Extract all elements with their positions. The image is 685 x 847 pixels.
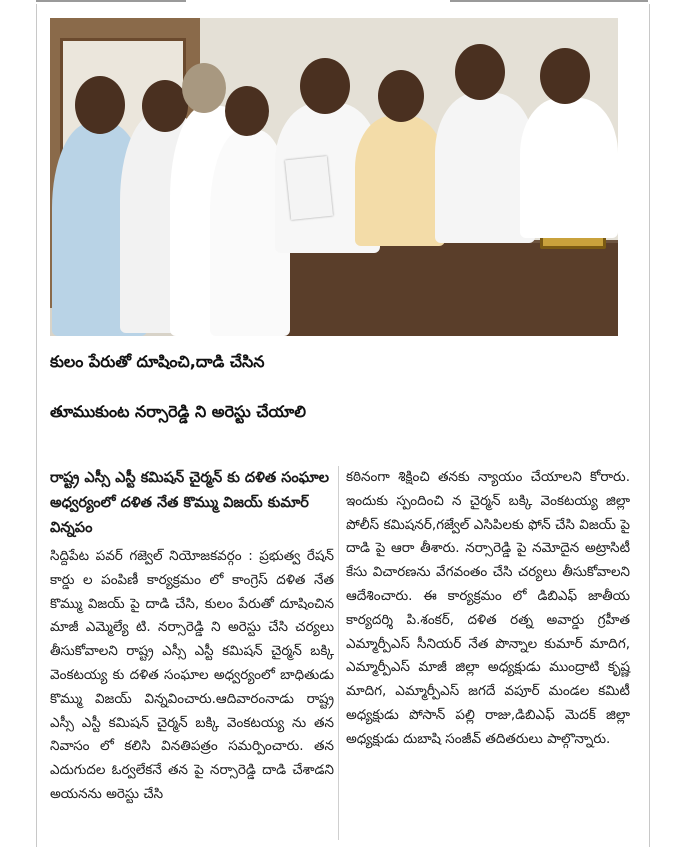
person-head — [225, 86, 269, 136]
article-body-right: కఠినంగా శిక్షించి తనకు న్యాయం చేయాలని కోరారు. ఇందుకు స్పందించి న చైర్మన్ బక్కి వెంకటయ్య జిల్లా పోలీస్ కమిషనర్,గజ్వేల్ ఎసిపిలకు ఫోన్ చేసి విజయ్ పై దాడి పై ఆరా తీశారు. నర్సారెడ్డి పై నమోదైన అట్రాసిటీ కేసు విచారణను వేగవంతం చేసి చర్యలు తీసుకోవాలని ఆదేశించారు. ఈ కార్యక్రమం లో డిబిఎఫ్ జాతీయ కార్యదర్శి పి.శంకర్, దళిత రత్న అవార్డు గ్రహీత ఎమ్మార్పీఎస్ సీనియర్ నేత పొన్నాల కుమార్ మాదిగ, ఎమ్మార్పీఎస్ మాజీ జిల్లా అధ్యక్షుడు ముంద్రాటి కృష్ణ మాదిగ, ఎమ్మార్పీఎస్ జగదే వపూర్ మండల కమిటీ అధ్యక్షుడు పోసాన్ పల్లి రాజు,డిబిఎఫ్ మెదక్ జిల్లా అధ్యక్షుడు దుబాషి సంజీవ్ తదితరులు పాల్గొన్నారు. — [346, 469, 630, 747]
person-figure — [355, 116, 445, 246]
headline-line-2: తూముకుంట నర్సారెడ్డి ని అరెస్టు చేయాలి — [50, 402, 306, 421]
sub-headline: రాష్ట్ర ఎస్సీ ఎస్టీ కమిషన్ చైర్మన్ కు దళిత సంఘాల అధ్వర్యంలో దళిత నేత కొమ్ము విజయ్ కుమార్ విన్నపం — [50, 470, 330, 536]
article-column-right — [346, 466, 630, 752]
column-divider — [338, 466, 339, 840]
person-figure — [520, 98, 618, 238]
person-head — [182, 63, 226, 113]
person-head — [300, 58, 350, 114]
person-head — [75, 76, 125, 134]
article-body-left: సిద్దిపేట పవర్ గజ్వెల్ నియోజకవర్గం : ప్రభుత్వ రేషన్ కార్డు ల పంపిణీ కార్యక్రమం లో కాంగ్రెస్ దళిత నేత కొమ్ము విజయ్ పై దాడి చేసి, కులం పేరుతో దూషించిన మాజీ ఎమ్మెల్యే టి. నర్సారెడ్డి ని అరెస్టు చేసి చర్యలు తీసుకోవాలని రాష్ట్ర ఎస్సీ ఎస్టీ కమిషన్ చైర్మన్ బక్కి వెంకటయ్య కు దళిత సంఘాల అధ్వర్యంలో బాధితుడు కొమ్ము విజయ్ విన్నవించారు.ఆదివారంనాడు రాష్ట్ర ఎస్సీ ఎస్టీ కమిషన్ చైర్మన్ బక్కి వెంకటయ్య ను తన నివాసం లో కలిసి వినతిపత్రం సమర్పించారు. తన ఎదుగుదల ఓర్వలేకనే తన పై నర్సారెడ్డి దాడి చేశాడని అయనను అరెస్టు చేసి — [50, 548, 334, 802]
article-column-left — [50, 466, 334, 807]
petition-paper — [285, 156, 333, 220]
top-rule — [36, 0, 186, 2]
person-head — [540, 48, 590, 104]
top-rule — [450, 0, 648, 2]
photo-desk-front — [250, 243, 618, 336]
person-head — [378, 70, 424, 122]
headline-line-1: కులం పేరుతో దూషించి,దాడి చేసిన — [50, 352, 265, 371]
person-head — [455, 44, 505, 100]
news-photo — [50, 18, 618, 336]
